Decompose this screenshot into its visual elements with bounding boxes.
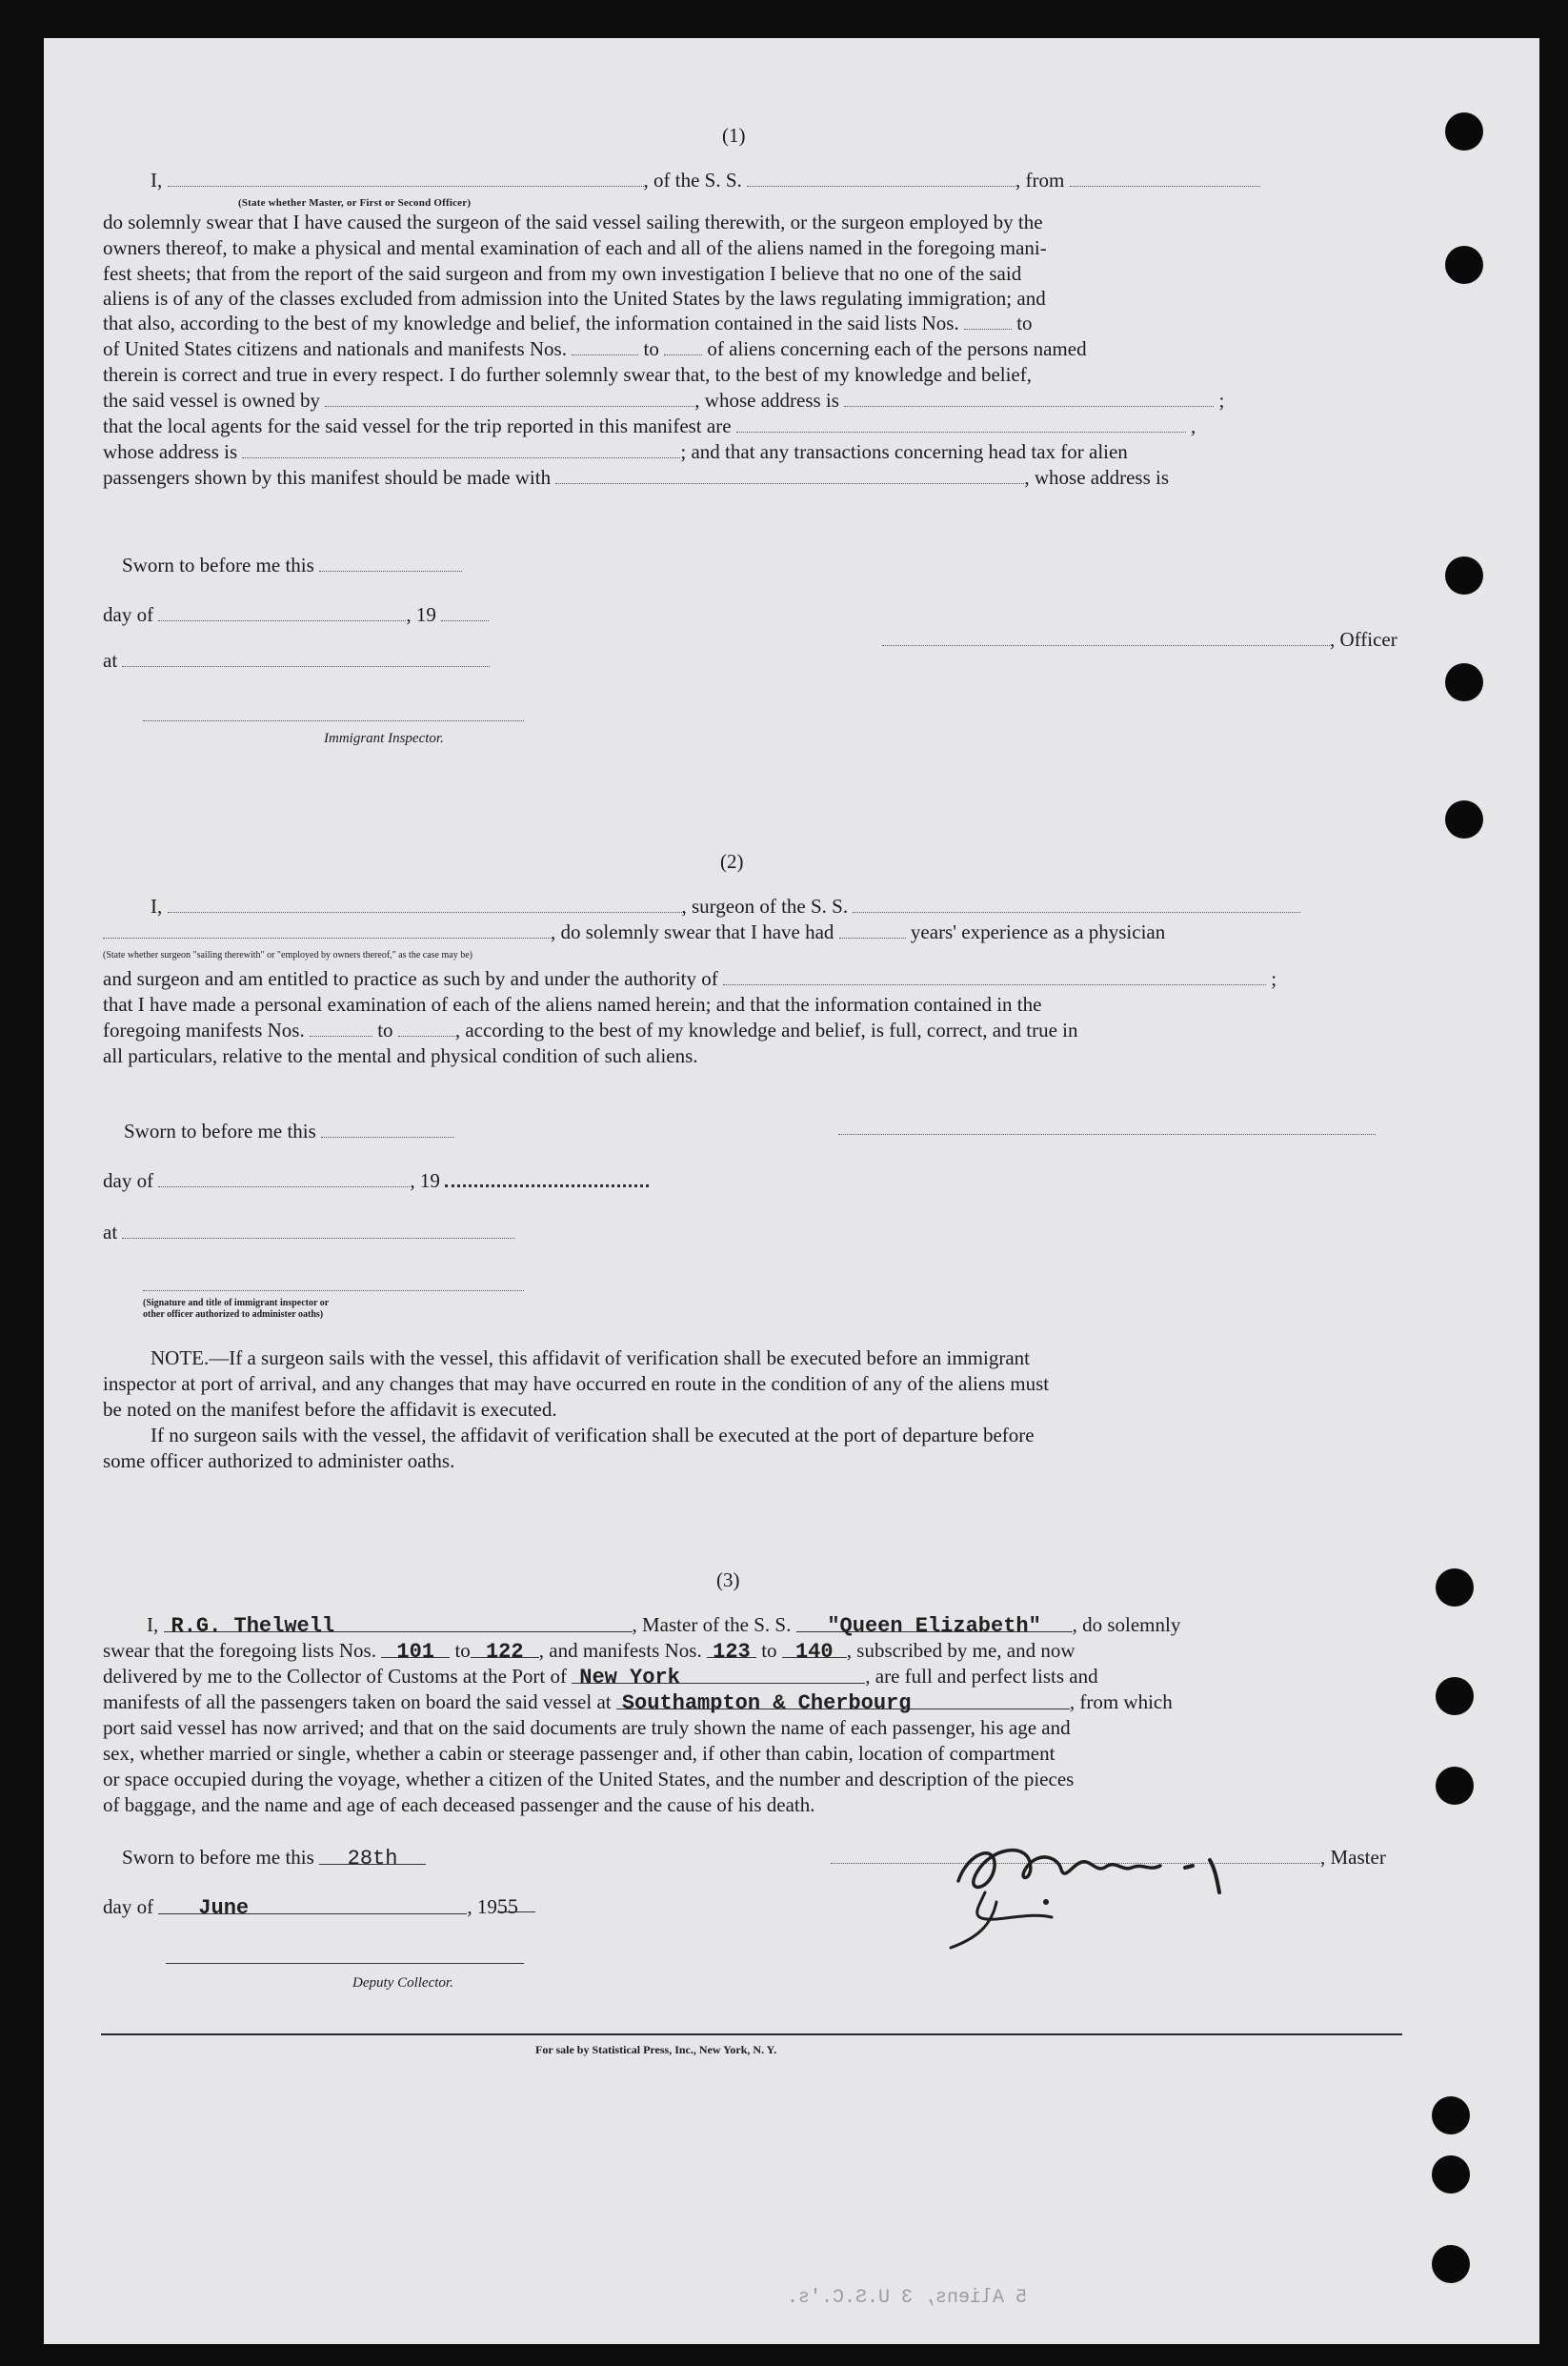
- note-line-1: NOTE.—If a surgeon sails with the vessel, this affidavit of verification shall be executed before an immigrant: [151, 1346, 1030, 1369]
- list-to: 122: [471, 1640, 539, 1658]
- port-of-arrival: New York: [572, 1666, 865, 1684]
- binder-hole: [1436, 1767, 1474, 1805]
- signature-note: (Signature and title of immigrant inspector or other officer authorized to administer oaths): [143, 1298, 330, 1320]
- section-2-day-of: day of , 19: [103, 1168, 649, 1193]
- note-line-4: If no surgeon sails with the vessel, the affidavit of verification shall be executed at the port of departure before: [151, 1424, 1035, 1446]
- section-3-departure-line: manifests of all the passengers taken on board the said vessel at Southampton & Cherbourg , from which: [103, 1690, 1173, 1715]
- section-1-correct-line: therein is correct and true in every respect. I do further solemnly swear that, to the best of my knowledge and belief,: [103, 363, 1032, 386]
- section-2-particulars-line: all particulars, relative to the mental and physical condition of such aliens.: [103, 1044, 698, 1067]
- section-2-number: (2): [720, 850, 744, 873]
- ports-of-departure: Southampton & Cherbourg: [616, 1691, 1070, 1709]
- section-1-day-of: day of , 19: [103, 602, 489, 627]
- section-1-sworn: Sworn to before me this: [122, 553, 462, 577]
- section-2-sworn: Sworn to before me this: [124, 1119, 454, 1143]
- binder-hole: [1445, 556, 1483, 595]
- section-3-day-of: day of June , 1955: [103, 1894, 535, 1919]
- section-3-death-line: of baggage, and the name and age of each deceased passenger and the cause of his death.: [103, 1793, 815, 1816]
- sworn-day: 28th: [319, 1847, 426, 1865]
- binder-hole: [1432, 2245, 1470, 2283]
- immigrant-inspector-label: Immigrant Inspector.: [324, 731, 444, 746]
- manifest-to: 140: [782, 1640, 847, 1658]
- section-3-port-line: delivered by me to the Collector of Customs at the Port of New York , are full and perfect lists and: [103, 1665, 1098, 1689]
- manifest-page: [44, 38, 1539, 2344]
- section-1-oath: do solemnly swear that I have caused the surgeon of the said vessel sailing therewith, or the surgeon employed by the owners thereof, to make a physical and mental examination of each and all of the aliens named in the foregoing mani- fest sheets; that from the report of the said surgeon and from my own investigation I believe that no one of the said aliens is of any of the classes excluded from admission into the United States by the laws regulating immigration; and: [103, 211, 1047, 311]
- section-2-intro-line: I, , surgeon of the S. S.: [151, 894, 1300, 919]
- master-name: R.G. Thelwell: [164, 1614, 633, 1632]
- of-the-ss-label: , of the S. S.: [643, 169, 742, 192]
- section-2-swear-line: , do solemnly swear that I have had years' experience as a physician: [103, 920, 1165, 944]
- section-1-agents-line: that the local agents for the said vessel for the trip reported in this manifest are ,: [103, 415, 1196, 437]
- section-3-sworn: Sworn to before me this 28th: [122, 1845, 426, 1870]
- binder-hole: [1445, 800, 1483, 839]
- section-1-address-line: whose address is ; and that any transactions concerning head tax for alien: [103, 440, 1128, 463]
- binder-hole: [1445, 663, 1483, 701]
- deputy-collector-label: Deputy Collector.: [352, 1975, 453, 1991]
- section-1-intro-line: I, , of the S. S. , from: [151, 168, 1260, 192]
- binder-hole: [1436, 1677, 1474, 1715]
- printer-footer: For sale by Statistical Press, Inc., New York, N. Y.: [535, 2043, 777, 2056]
- section-1-headtax-line: passengers shown by this manifest should be made with , whose address is: [103, 466, 1170, 489]
- binder-hole: [1445, 112, 1483, 151]
- binder-hole: [1432, 2096, 1470, 2134]
- section-2-at: at: [103, 1220, 514, 1244]
- section-3-number: (3): [716, 1568, 740, 1591]
- section-1-number: (1): [722, 124, 746, 147]
- note-line-5: some officer authorized to administer oaths.: [103, 1449, 455, 1472]
- section-1-officer: , Officer: [882, 627, 1397, 652]
- list-from: 101: [381, 1640, 450, 1658]
- note-line-2: inspector at port of arrival, and any changes that may have occurred en route in the condition of any of the aliens must: [103, 1372, 1050, 1395]
- binder-hole: [1436, 1568, 1474, 1607]
- section-2-exam-line: that I have made a personal examination of each of the aliens named herein; and that the information contained in the: [103, 993, 1042, 1016]
- binder-hole: [1432, 2155, 1470, 2194]
- sworn-year: 55: [497, 1894, 535, 1912]
- section-2-manifests-line: foregoing manifests Nos. to , according to the best of my knowledge and belief, is full, correct, and true in: [103, 1019, 1078, 1041]
- bleed-through-text: 5 Aliens, 3 U.S.C.'s.: [787, 2287, 1028, 2309]
- section-1-owner-line: the said vessel is owned by , whose address is ;: [103, 389, 1225, 412]
- surgeon-state-note: (State whether surgeon "sailing therewith" or "employed by owners thereof," as the case may be): [103, 950, 472, 961]
- section-3-lists-line: swear that the foregoing lists Nos. 101 to 122 , and manifests Nos. 123 to 140 , subscribed by me, and now: [103, 1639, 1075, 1664]
- manifest-from: 123: [707, 1640, 756, 1658]
- master-signature: [939, 1814, 1301, 1957]
- ship-name: "Queen Elizabeth": [796, 1614, 1073, 1632]
- master-note: (State whether Master, or First or Second Officer): [238, 197, 472, 209]
- section-3-intro-line: I, R.G. Thelwell , Master of the S. S. "Queen Elizabeth" , do solemnly: [147, 1613, 1181, 1638]
- section-3-details: port said vessel has now arrived; and that on the said documents are truly shown the name of each passenger, his age and sex, whether married or single, whether a cabin or steerage passenger and, if other than cabin, location of compartment or space occupied during the voyage, whether a citizen of the United States, and the number and description of the pieces: [103, 1716, 1075, 1790]
- section-2-authority-line: and surgeon and am entitled to practice as such by and under the authority of ;: [103, 967, 1277, 990]
- section-1-at: at: [103, 648, 490, 673]
- master-signature-line: , Master: [831, 1845, 1386, 1870]
- section-1-lists-line: that also, according to the best of my knowledge and belief, the information contained in the said lists Nos. to: [103, 312, 1033, 334]
- binder-hole: [1445, 246, 1483, 284]
- note-line-3: be noted on the manifest before the affidavit is executed.: [103, 1398, 557, 1421]
- from-label: , from: [1015, 169, 1065, 192]
- section-1-manifests-line: of United States citizens and nationals and manifests Nos. to of aliens concerning each of the persons named: [103, 337, 1087, 360]
- sworn-month: June: [158, 1896, 467, 1914]
